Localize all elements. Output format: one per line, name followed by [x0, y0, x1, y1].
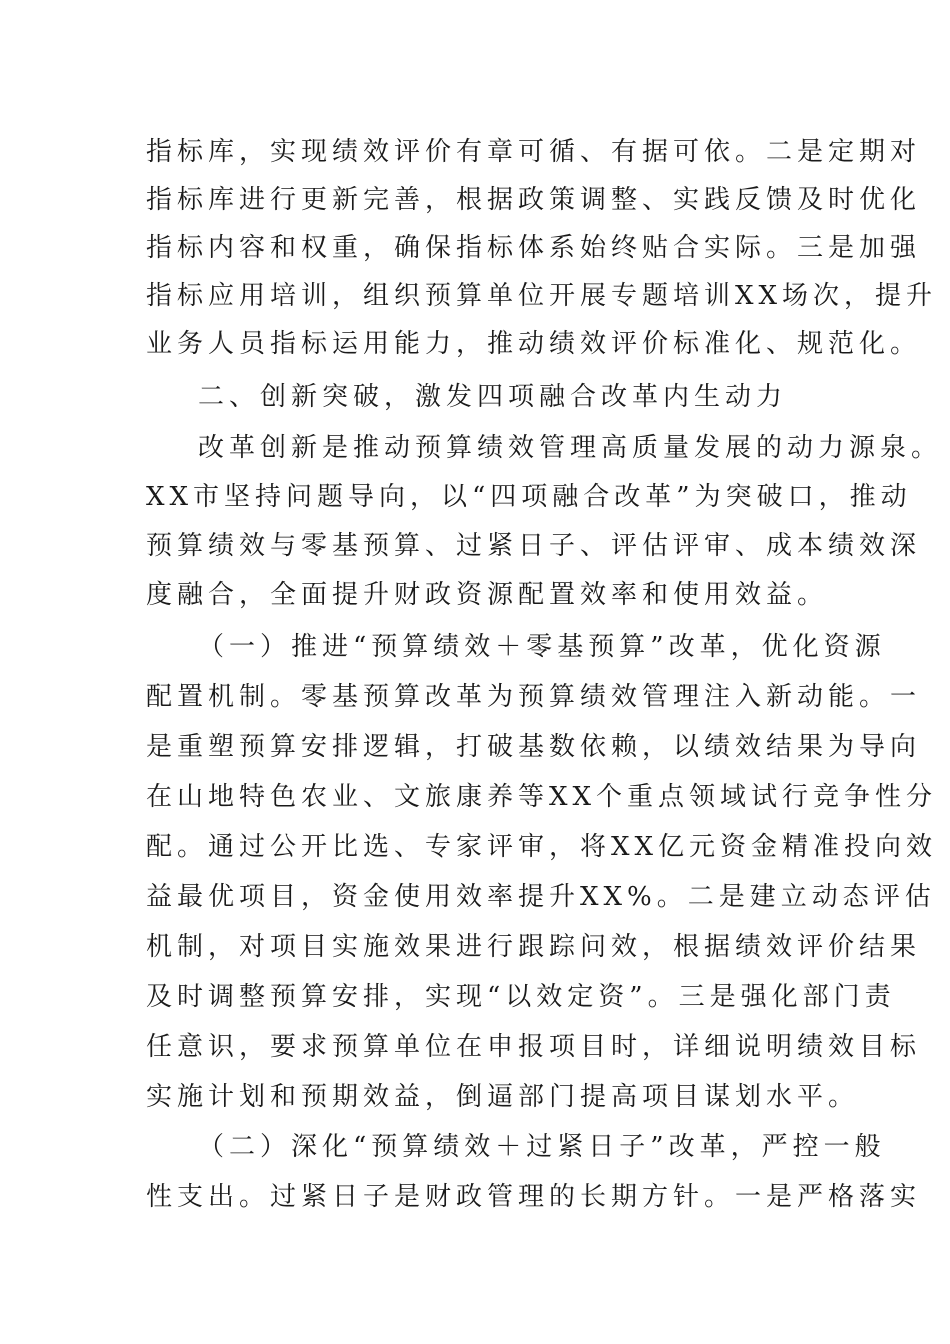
body-text-line: 配。通过公开比选、专家评审，将XX亿元资金精准投向效 [146, 832, 938, 862]
body-text-line: 在山地特色农业、文旅康养等XX个重点领域试行竞争性分 [146, 782, 938, 812]
body-text-line: 指标库，实现绩效评价有章可循、有据可依。二是定期对 [146, 137, 922, 167]
body-text-line: 任意识，要求预算单位在申报项目时，详细说明绩效目标 [146, 1032, 922, 1062]
body-text-line: 及时调整预算安排，实现“以效定资”。三是强化部门责 [146, 982, 896, 1012]
body-text-line: 指标库进行更新完善，根据政策调整、实践反馈及时优化 [146, 185, 922, 215]
body-text-line: 是重塑预算安排逻辑，打破基数依赖，以绩效结果为导向 [146, 732, 922, 762]
body-text-line: 配置机制。零基预算改革为预算绩效管理注入新动能。一 [146, 682, 922, 712]
body-text-line: 机制，对项目实施效果进行跟踪问效，根据绩效评价结果 [146, 932, 922, 962]
body-text-line: 实施计划和预期效益，倒逼部门提高项目谋划水平。 [146, 1082, 860, 1112]
body-text-line: 益最优项目，资金使用效率提升XX%。二是建立动态评估 [146, 882, 936, 912]
subsection-heading-line: （二）深化“预算绩效＋过紧日子”改革，严控一般 [198, 1132, 886, 1162]
body-text-line: XX市坚持问题导向，以“四项融合改革”为突破口，推动 [146, 482, 912, 512]
body-text-line: 业务人员指标运用能力，推动绩效评价标准化、规范化。 [146, 329, 922, 359]
body-text-line: 预算绩效与零基预算、过紧日子、评估评审、成本绩效深 [146, 531, 922, 561]
subsection-heading-line: （一）推进“预算绩效＋零基预算”改革，优化资源 [198, 632, 886, 662]
body-text-line: 性支出。过紧日子是财政管理的长期方针。一是严格落实 [146, 1182, 922, 1212]
section-heading: 二、创新突破，激发四项融合改革内生动力 [198, 382, 788, 412]
body-text-line: 指标内容和权重，确保指标体系始终贴合实际。三是加强 [146, 233, 922, 263]
body-text-line: 度融合，全面提升财政资源配置效率和使用效益。 [146, 580, 829, 610]
body-text-line: 指标应用培训，组织预算单位开展专题培训XX场次，提升 [146, 281, 938, 311]
paragraph-first-line: 改革创新是推动预算绩效管理高质量发展的动力源泉。 [198, 433, 943, 463]
